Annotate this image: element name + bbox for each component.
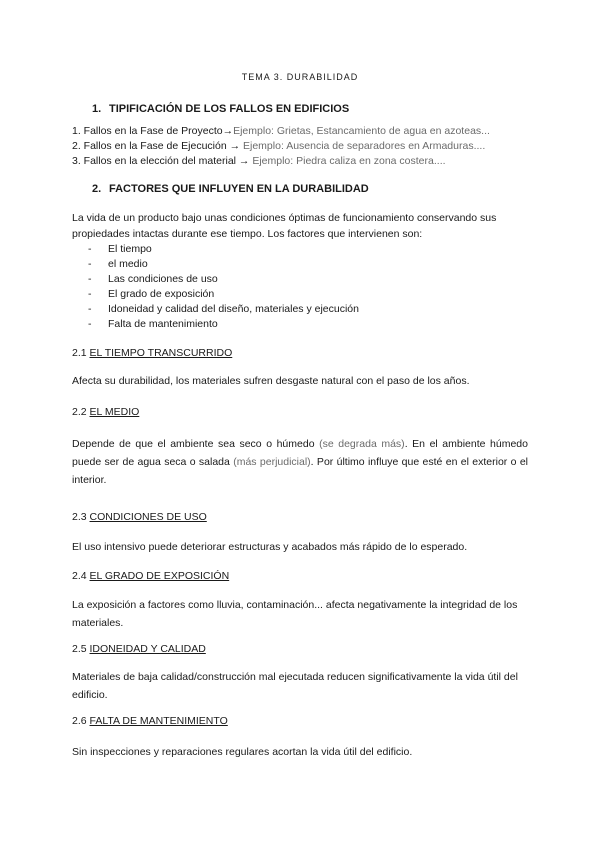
section-1-number: 1.: [92, 103, 102, 115]
section-2-title: FACTORES QUE INFLUYEN EN LA DURABILIDAD: [109, 183, 369, 195]
subsection-2-6-heading: 2.6 FALTA DE MANTENIMIENTO: [72, 715, 228, 727]
intro-line-1: La vida de un producto bajo unas condiciones óptimas de funcionamiento conservando sus: [72, 212, 497, 224]
subsection-2-2-body: Depende de que el ambiente sea seco o húmedo (se degrada más). En el ambiente húmedo puede ser de agua seca o salada (más perjudicial). Por último influye que esté en el exterior o el interior.: [72, 438, 528, 486]
subsection-2-1-heading: 2.1 EL TIEMPO TRANSCURRIDO: [72, 347, 233, 359]
list-item: - Falta de mantenimiento: [88, 318, 218, 330]
failure-item-2: 2. Fallos en la Fase de Ejecución → Ejemplo: Ausencia de separadores en Armaduras....: [72, 140, 486, 152]
arrow-right-icon: →: [238, 155, 250, 167]
arrow-right-icon: →: [229, 140, 241, 152]
section-1-title: TIPIFICACIÓN DE LOS FALLOS EN EDIFICIOS: [109, 103, 350, 115]
intro-line-2: propiedades intactas durante ese tiempo. Los factores que intervienen son:: [72, 228, 423, 240]
subsection-2-3-heading: 2.3 CONDICIONES DE USO: [72, 511, 207, 523]
subsection-2-1-body: Afecta su durabilidad, los materiales sufren desgaste natural con el paso de los años.: [72, 375, 470, 387]
subsection-2-2-heading: 2.2 EL MEDIO: [72, 406, 140, 418]
section-2-heading: [92, 183, 369, 195]
subsection-2-3-body: El uso intensivo puede deteriorar estructuras y acabados más rápido de lo esperado.: [72, 541, 468, 553]
subsection-2-4-heading: 2.4 EL GRADO DE EXPOSICIÓN: [72, 570, 230, 582]
arrow-right-icon: →: [222, 125, 234, 137]
list-item: - Idoneidad y calidad del diseño, materiales y ejecución: [88, 303, 359, 315]
document-title: TEMA 3. DURABILIDAD: [241, 72, 359, 82]
section-1-heading: [92, 103, 349, 115]
failure-item-3: 3. Fallos en la elección del material → Ejemplo: Piedra caliza en zona costera....: [72, 155, 446, 167]
gray-note: (más perjudicial): [233, 456, 311, 468]
failure-item-1: 1. Fallos en la Fase de Proyecto→Ejemplo: Grietas, Estancamiento de agua en azoteas...: [72, 125, 490, 137]
section-2-number: 2.: [92, 183, 102, 195]
list-item: - Las condiciones de uso: [88, 273, 218, 285]
list-item: - El tiempo: [88, 243, 152, 255]
list-item: - el medio: [88, 258, 148, 270]
list-item: - El grado de exposición: [88, 288, 215, 300]
subsection-2-5-body: Materiales de baja calidad/construcción mal ejecutada reducen significativamente la vida útil del edificio.: [72, 671, 518, 701]
subsection-2-5-heading: 2.5 IDONEIDAD Y CALIDAD: [72, 643, 206, 655]
subsection-2-6-body: Sin inspecciones y reparaciones regulares acortan la vida útil del edificio.: [72, 746, 413, 758]
gray-note: (se degrada más): [319, 438, 405, 450]
subsection-2-4-body: La exposición a factores como lluvia, contaminación... afecta negativamente la integridad de los materiales.: [72, 599, 518, 629]
